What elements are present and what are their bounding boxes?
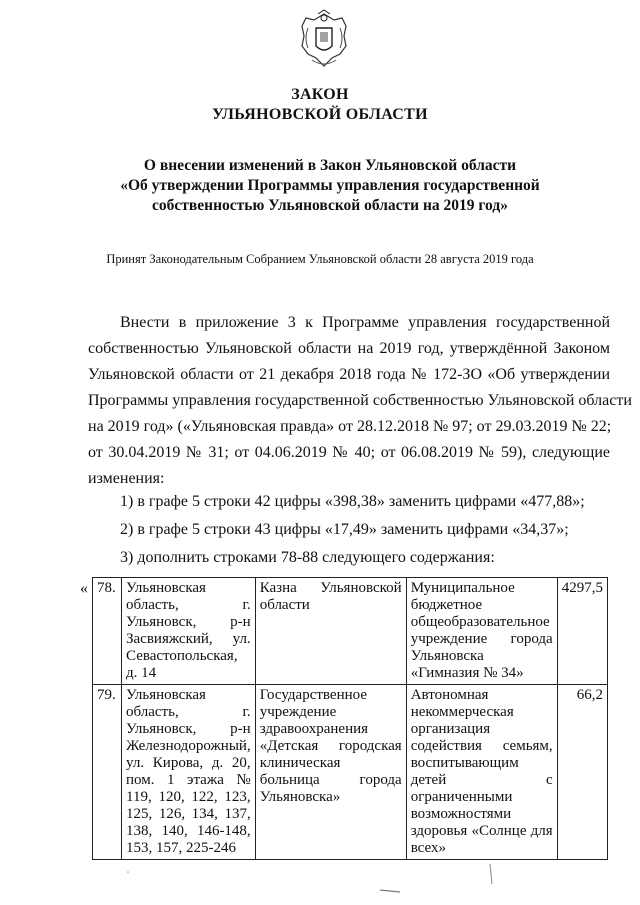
paragraph-line: собственностью Ульяновской области на 2019 год, утверждённой Законом (88, 340, 610, 357)
property-address: Ульяновская область, г. Ульяновск, р-н Засвияжский, ул. Севастопольская, д. 14 (122, 578, 256, 685)
paragraph-line: Внести в приложение 3 к Программе управления государственной (120, 314, 610, 331)
area-value: 4297,5 (557, 578, 607, 685)
paragraph-line: изменения: (88, 470, 165, 487)
adoption-note: Принят Законодательным Собранием Ульяновской области 28 августа 2019 года (106, 252, 534, 266)
paragraph-line: от 30.04.2019 № 31; от 04.06.2019 № 40; от 06.08.2019 № 59), следующие (88, 444, 610, 461)
paragraph-line: Программы управления государственной собственностью Ульяновской области (88, 392, 632, 409)
table-row (93, 578, 608, 685)
opening-quote: « (80, 580, 88, 597)
scan-marks (0, 860, 640, 900)
recipient: Муниципальное бюджетное общеобразовательное учреждение города Ульяновска «Гимназия № 34» (406, 578, 557, 685)
paragraph-line: на 2019 год» («Ульяновская правда» от 28.12.2018 № 97; от 29.03.2019 № 22; (88, 418, 612, 435)
subject-line: «Об утверждении Программы управления государственной (120, 177, 540, 194)
region-heading: УЛЬЯНОВСКОЙ ОБЛАСТИ (212, 106, 428, 123)
intro-paragraph (88, 310, 632, 492)
change-item: 1) в графе 5 строки 42 цифры «398,38» заменить цифрами «477,88»; (120, 493, 585, 510)
recipient: Автономная некоммерческая организация содействия семьям, воспитывающим детей с ограниченными возможностями здоровья «Солнце для всех» (406, 685, 557, 860)
change-item: 3) дополнить строками 78-88 следующего содержания: (120, 549, 495, 566)
current-holder: Казна Ульяновской области (255, 578, 406, 685)
row-number: 79. (93, 685, 122, 860)
law-subject (80, 156, 580, 216)
property-address: Ульяновская область, г. Ульяновск, р-н Железнодорожный, ул. Кирова, д. 20, пом. 1 этажа № 119, 120, 122, 123, 125, 126, 134, 137, 138, 140, 146-148, 153, 157, 225-246 (122, 685, 256, 860)
subject-line: О внесении изменений в Закон Ульяновской области (143, 157, 517, 174)
row-number: 78. (93, 578, 122, 685)
subject-line: собственностью Ульяновской области на 2019 год» (152, 197, 508, 214)
coat-of-arms-icon (296, 8, 352, 72)
property-table (92, 577, 608, 860)
current-holder: Государственное учреждение здравоохранения «Детская городская клиническая больница города Ульяновска» (255, 685, 406, 860)
change-item: 2) в графе 5 строки 43 цифры «17,49» заменить цифрами «34,37»; (120, 521, 569, 538)
table-row (93, 685, 608, 860)
paragraph-line: Ульяновской области от 21 декабря 2018 года № 172-ЗО «Об утверждении (88, 366, 610, 383)
area-value: 66,2 (557, 685, 607, 860)
document-type-heading: ЗАКОН (291, 86, 349, 103)
